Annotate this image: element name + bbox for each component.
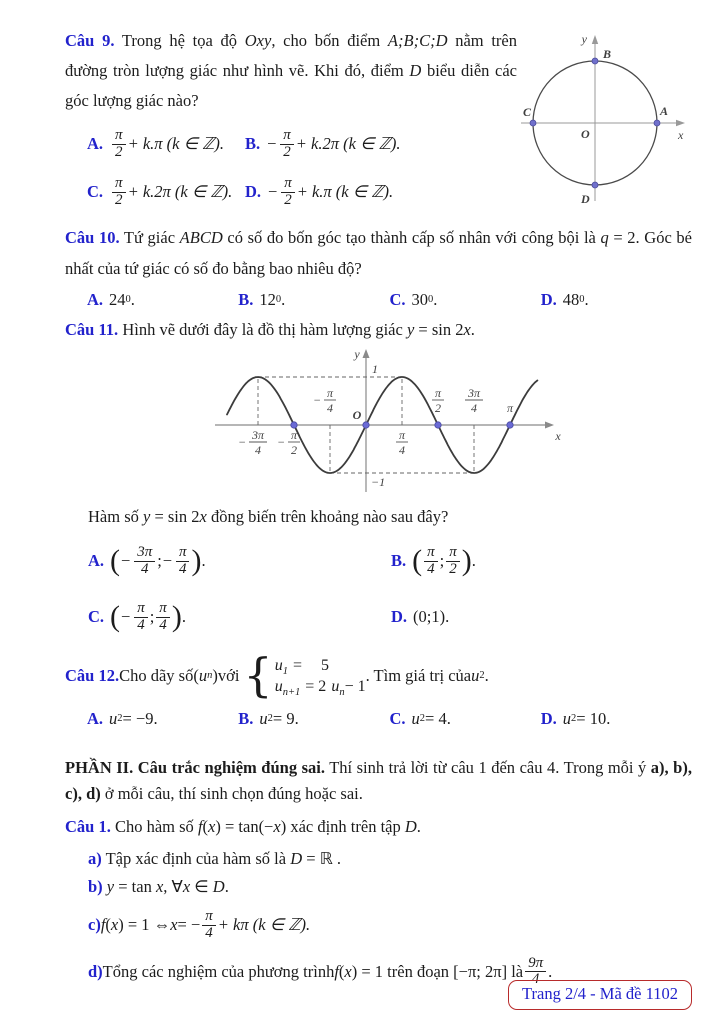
option-a: A. 24 0 .: [87, 290, 135, 309]
question-9-label: Câu 9.: [65, 31, 115, 50]
origin-label: O: [581, 127, 590, 141]
svg-text:4: 4: [471, 401, 477, 415]
axis-y-label: y: [581, 32, 587, 46]
point-D-label: D: [581, 192, 590, 206]
svg-text:−1: −1: [371, 475, 386, 489]
question-12-text: Câu 12. Cho dãy số ( u n ) với { $u_1 = 5$ $u_{n+1} = 2$ $u_n- 1$ . Tìm giá trị của u 2 .: [65, 648, 489, 703]
part2-question-1: [65, 817, 692, 988]
option-a: A. ( − $\frac{3\pi}{4}$ ; − $\frac{\pi}{4}$ ) .: [88, 543, 206, 577]
svg-text:−: −: [312, 393, 322, 407]
point-B-label: B: [603, 47, 612, 61]
svg-text:1: 1: [372, 362, 378, 376]
axis-x-label: x: [678, 128, 684, 142]
option-a: A. $\frac{\pi}{2}$ + k.π (k ∈ ℤ).: [87, 126, 225, 160]
item-a: a) Tập xác định của hàm số là D = ℝ .: [88, 849, 342, 868]
question-11-prompt: Hàm số y = sin 2x đồng biến trên khoảng nào sau đây?: [88, 507, 449, 526]
svg-text:2: 2: [435, 401, 441, 415]
svg-text:3π: 3π: [251, 428, 265, 442]
question-10-text: Câu 10. Tứ giác ABCD có số đo bốn góc tạo thành cấp số nhân với công bội là q = 2. Góc bé nhất của tứ giác có số đo bằng bao nhiêu độ?: [65, 228, 692, 278]
point-A-label: A: [660, 104, 669, 118]
option-d: D. − $\frac{\pi}{2}$ + k.π (k ∈ ℤ).: [245, 174, 394, 208]
option-c: C. $\frac{\pi}{2}$ + k.2π (k ∈ ℤ).: [87, 174, 233, 208]
item-d: d) Tổng các nghiệm của phương trình f ( x ) = 1 trên đoạn [−π; 2π] là $\frac{9\pi}{4}$ .: [88, 954, 553, 988]
option-b: B. u 2 = 9.: [238, 709, 299, 728]
sine-chart: [213, 346, 565, 496]
point-A-dot: [654, 120, 660, 126]
point-D-dot: [592, 182, 598, 188]
question-11-label: Câu 11.: [65, 320, 119, 339]
recurrence-system: { $u_1 = 5$ $u_{n+1} = 2$ $u_n- 1$: [243, 648, 366, 703]
part2-header: PHẦN II. Câu trắc nghiệm đúng sai. Thí sinh trả lời từ câu 1 đến câu 4. Trong mỗi ý a), b), c), d) ở mỗi câu, thí sinh chọn đúng hoặc sai.: [65, 758, 692, 803]
question-11-text: Câu 11. Hình vẽ dưới đây là đồ thị hàm lượng giác y = sin 2x.: [65, 320, 475, 339]
svg-text:x: x: [555, 429, 561, 443]
svg-text:π: π: [326, 386, 334, 400]
option-c: C. ( − $\frac{\pi}{4}$ ; $\frac{\pi}{4}$ ) .: [88, 599, 186, 633]
svg-text:3π: 3π: [467, 386, 481, 400]
option-d: D. (0;1).: [391, 607, 450, 626]
question-12-label: Câu 12.: [65, 666, 120, 685]
option-d: D. u 2 = 10.: [540, 709, 611, 728]
svg-text:2: 2: [291, 443, 297, 457]
question-9: [65, 26, 692, 216]
item-c: c) f ( x ) = 1 ⇔ x = − $\frac{\pi}{4}$ + kπ (k ∈ ℤ).: [88, 908, 311, 941]
option-a: A. u 2 = −9.: [87, 709, 158, 728]
svg-text:π: π: [434, 386, 442, 400]
svg-text:4: 4: [255, 443, 261, 457]
page-footer-badge: [508, 980, 692, 1010]
svg-text:4: 4: [399, 443, 405, 457]
svg-text:π: π: [506, 401, 514, 415]
option-c: C. 30 0 .: [389, 290, 438, 309]
question-10-options: [87, 290, 692, 310]
page-number: Trang 2/4 - Mã đề 1102: [522, 984, 678, 1003]
point-B-dot: [592, 58, 598, 64]
point-C-dot: [530, 120, 536, 126]
question-10-label: Câu 10.: [65, 228, 120, 247]
question-9-text: Câu 9. Trong hệ tọa độ Oxy, cho bốn điểm A;B;C;D nằm trên đường tròn lượng giác như hình vẽ. Khi đó, điểm D biểu diễn các góc lượng giác nào?: [65, 31, 518, 110]
question-11: [65, 320, 692, 645]
question-12: [65, 648, 692, 729]
item-b: b) y = tan x, ∀x ∈ D.: [88, 877, 229, 896]
part2-question-1-text: Câu 1. Cho hàm số f(x) = tan(−x) xác định trên tập D.: [65, 817, 421, 836]
point-C-label: C: [523, 105, 532, 119]
question-11-options: [88, 533, 692, 645]
option-d: D. 48 0 .: [540, 290, 589, 309]
svg-text:y: y: [354, 347, 360, 361]
svg-text:O: O: [352, 408, 362, 422]
option-b: B. 12 0 .: [238, 290, 286, 309]
svg-text:−: −: [237, 435, 247, 449]
option-b: B. ( $\frac{\pi}{4}$ ; $\frac{\pi}{2}$ ) .: [391, 543, 476, 577]
svg-text:−: −: [276, 435, 286, 449]
question-10: [65, 222, 692, 310]
question-9-options: [87, 120, 517, 216]
question-12-options: [87, 709, 692, 729]
svg-text:4: 4: [327, 401, 333, 415]
option-c: C. u 2 = 4.: [389, 709, 451, 728]
option-b: B. − $\frac{\pi}{2}$ + k.2π (k ∈ ℤ).: [245, 126, 401, 160]
svg-text:π: π: [290, 428, 298, 442]
svg-text:π: π: [398, 428, 406, 442]
part2-question-1-label: Câu 1.: [65, 817, 111, 836]
unit-circle-diagram: [517, 26, 692, 211]
